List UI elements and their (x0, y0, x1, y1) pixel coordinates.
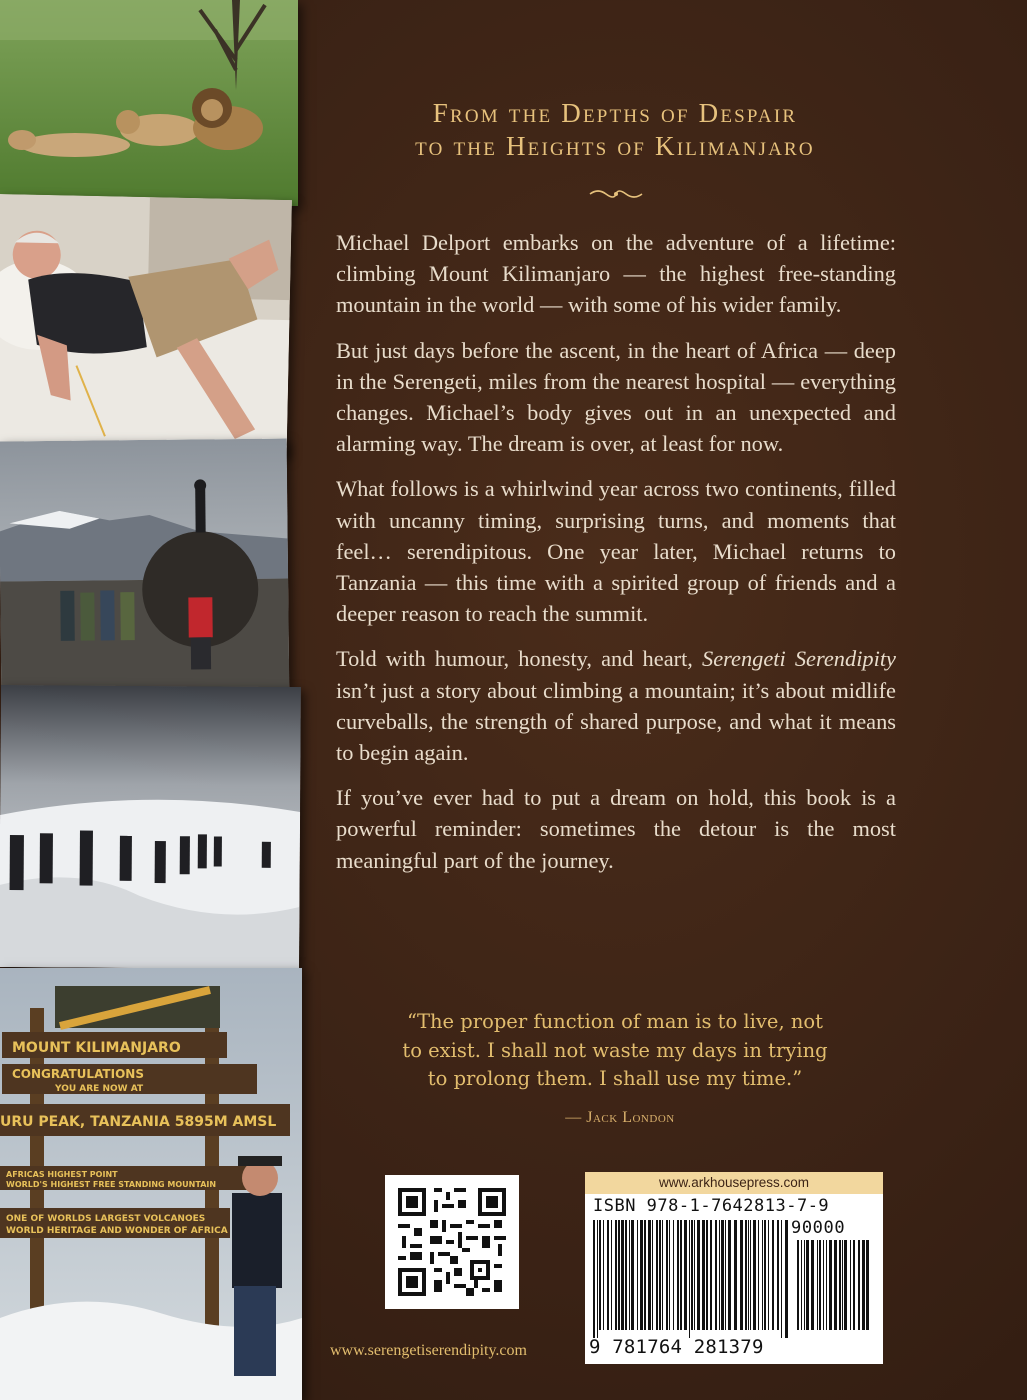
photo-hikers-rock (0, 438, 289, 691)
book-blurb (336, 227, 896, 890)
qr-code-icon (398, 1188, 506, 1296)
book-website-link[interactable]: www.serengetiserendipity.com (330, 1342, 527, 1359)
summit-sign-line1: MOUNT KILIMANJARO (12, 1040, 181, 1056)
blurb-paragraph-5: If you’ve ever had to put a dream on hold, this book is a powerful reminder: sometimes the detour is the most meaningful part of the journey. (336, 785, 896, 873)
photo-lions-serengeti (0, 0, 298, 206)
heading-line-2: to the Heights of Kilimanjaro (415, 131, 815, 161)
summit-sign-line8: WORLD HERITAGE AND WONDER OF AFRICA (6, 1226, 228, 1236)
ean-digits: 9 781764 281379 (589, 1336, 764, 1358)
blurb-p4-end: isn’t just a story about climbing a mountain; it’s about midlife curveballs, the strength of shared purpose, and what it means to begin again. (336, 677, 896, 766)
summit-sign-line4: URU PEAK, TANZANIA 5895M AMSL (0, 1114, 277, 1130)
photo-hospital-bed (0, 194, 292, 456)
blurb-paragraph-3: What follows is a whirlwind year across two continents, filled with uncanny timing, surprising turns, and moments that feel… serendipitous. One year later, Michael returns to Tanzania — this time with a spirited group of friends and a deeper reason to reach the summit. (336, 476, 896, 627)
heading-line-1: From the Depths of Despair (432, 98, 798, 128)
blurb-p4-start: Told with humour, honesty, and heart, (336, 646, 703, 672)
summit-sign-line6: WORLD'S HIGHEST FREE STANDING MOUNTAIN (6, 1180, 217, 1189)
qr-code (385, 1175, 519, 1309)
summit-sign-line5: AFRICAS HIGHEST POINT (6, 1170, 118, 1179)
publisher-url: www.arkhousepress.com (585, 1172, 883, 1194)
blurb-paragraph-4 (336, 643, 896, 768)
barcode-bars-icon (593, 1220, 789, 1338)
cover-heading (330, 97, 900, 163)
summit-sign-line7: ONE OF WORLDS LARGEST VOLCANOES (6, 1214, 206, 1224)
price-code: 90000 (791, 1218, 846, 1238)
blurb-paragraph-2: But just days before the ascent, in the heart of Africa — deep in the Serengeti, miles from the nearest hospital — everything changes. Michael’s body gives out in an unexpected and alarming way. The dream is over, at least for now. (336, 337, 896, 457)
book-title-italic: Serengeti Serendipity (702, 646, 896, 672)
quote-line-3: to prolong them. I shall use my time.” (427, 1067, 803, 1090)
photo-summit-sign (0, 968, 302, 1400)
photo-snow-trek (0, 685, 301, 969)
isbn-barcode (585, 1172, 883, 1364)
blurb-paragraph-1: Michael Delport embarks on the adventure of a lifetime: climbing Mount Kilimanjaro — the highest free-standing mountain in the world — with some of his wider family. (336, 230, 896, 318)
barcode-addon-bars-icon (797, 1240, 869, 1338)
quote-text (352, 1008, 878, 1094)
quote-line-1: “The proper function of man is to live, not (407, 1010, 823, 1033)
quote-line-2: to exist. I shall not waste my days in trying (402, 1038, 828, 1062)
isbn-number: ISBN 978-1-7642813-7-9 (593, 1196, 830, 1216)
flourish-ornament-icon (588, 186, 644, 202)
summit-sign-line2: CONGRATULATIONS (12, 1067, 144, 1081)
summit-sign-line3: YOU ARE NOW AT (55, 1084, 144, 1094)
quote-author: — Jack London (565, 1109, 675, 1126)
